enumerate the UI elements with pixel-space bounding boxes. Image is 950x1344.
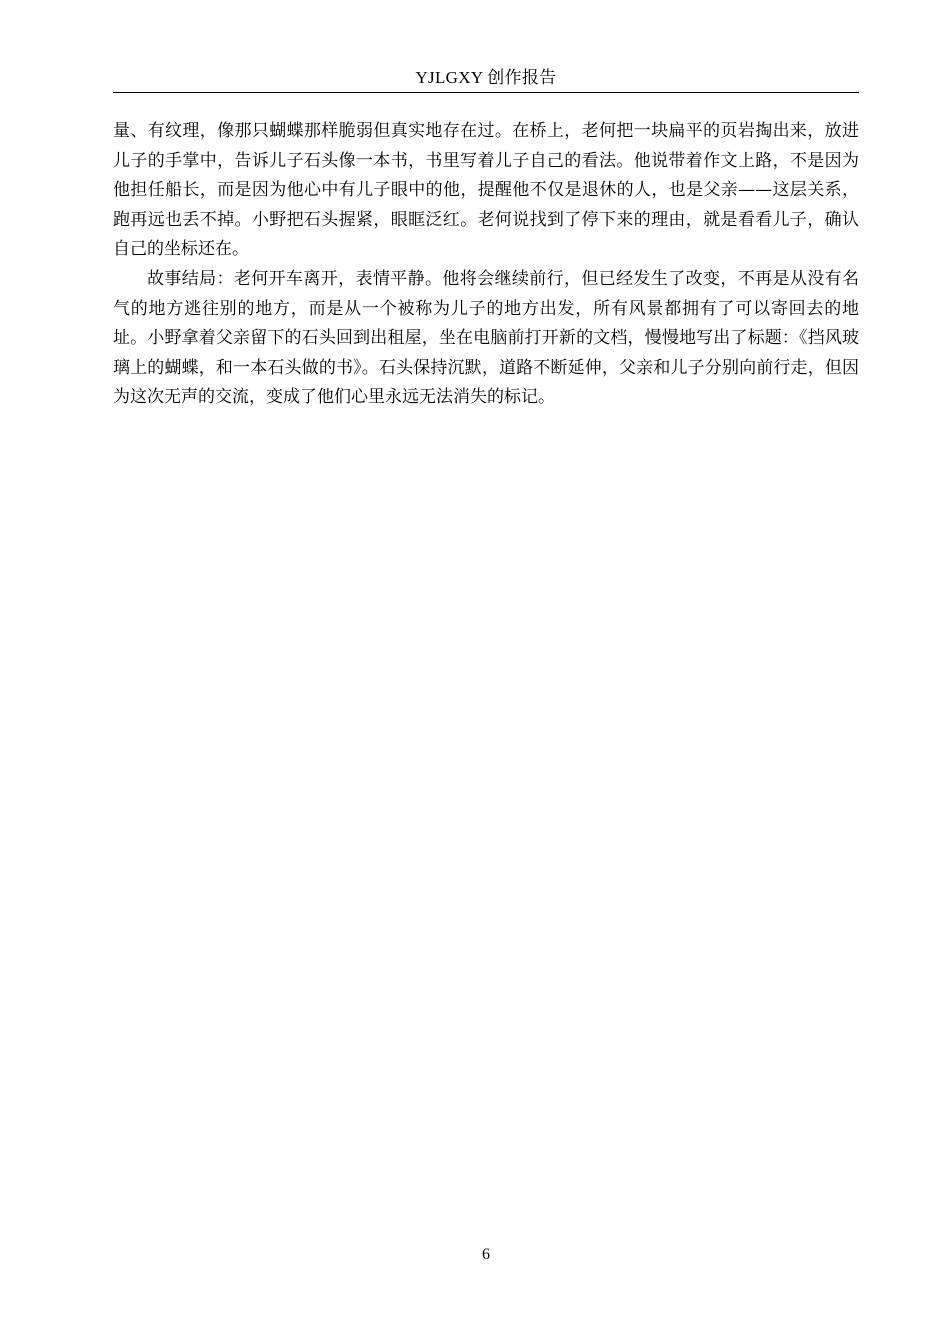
paragraph-continued: 量、有纹理，像那只蝴蝶那样脆弱但真实地存在过。在桥上，老何把一块扁平的页岩掏出来，放进儿子的手掌中，告诉儿子石头像一本书，书里写着儿子自己的看法。他说带着作文上路，不是因为他担任船长，而是因为他心中有儿子眼中的他，提醒他不仅是退休的人，也是父亲——这层关系，跑再远也丢不掉。小野把石头握紧，眼眶泛红。老何说找到了停下来的理由，就是看看儿子，确认自己的坐标还在。 bbox=[113, 121, 859, 260]
page-number: 6 bbox=[482, 1246, 490, 1263]
header-divider bbox=[113, 92, 859, 93]
paragraph-story-ending: 故事结局：老何开车离开，表情平静。他将会继续前行，但已经发生了改变，不再是从没有名气的地方逃往别的地方，而是从一个被称为儿子的地方出发，所有风景都拥有了可以寄回去的地址。小野拿着父亲留下的石头回到出租屋，坐在电脑前打开新的文档，慢慢地写出了标题：《挡风玻璃上的蝴蝶，和一本石头做的书》。石头保持沉默，道路不断延伸，父亲和儿子分别向前行走，但因为这次无声的交流，变成了他们心里永远无法消失的标记。 bbox=[113, 268, 859, 408]
running-header: YJLGXY 创作报告 bbox=[415, 68, 557, 87]
body-text bbox=[113, 117, 859, 413]
